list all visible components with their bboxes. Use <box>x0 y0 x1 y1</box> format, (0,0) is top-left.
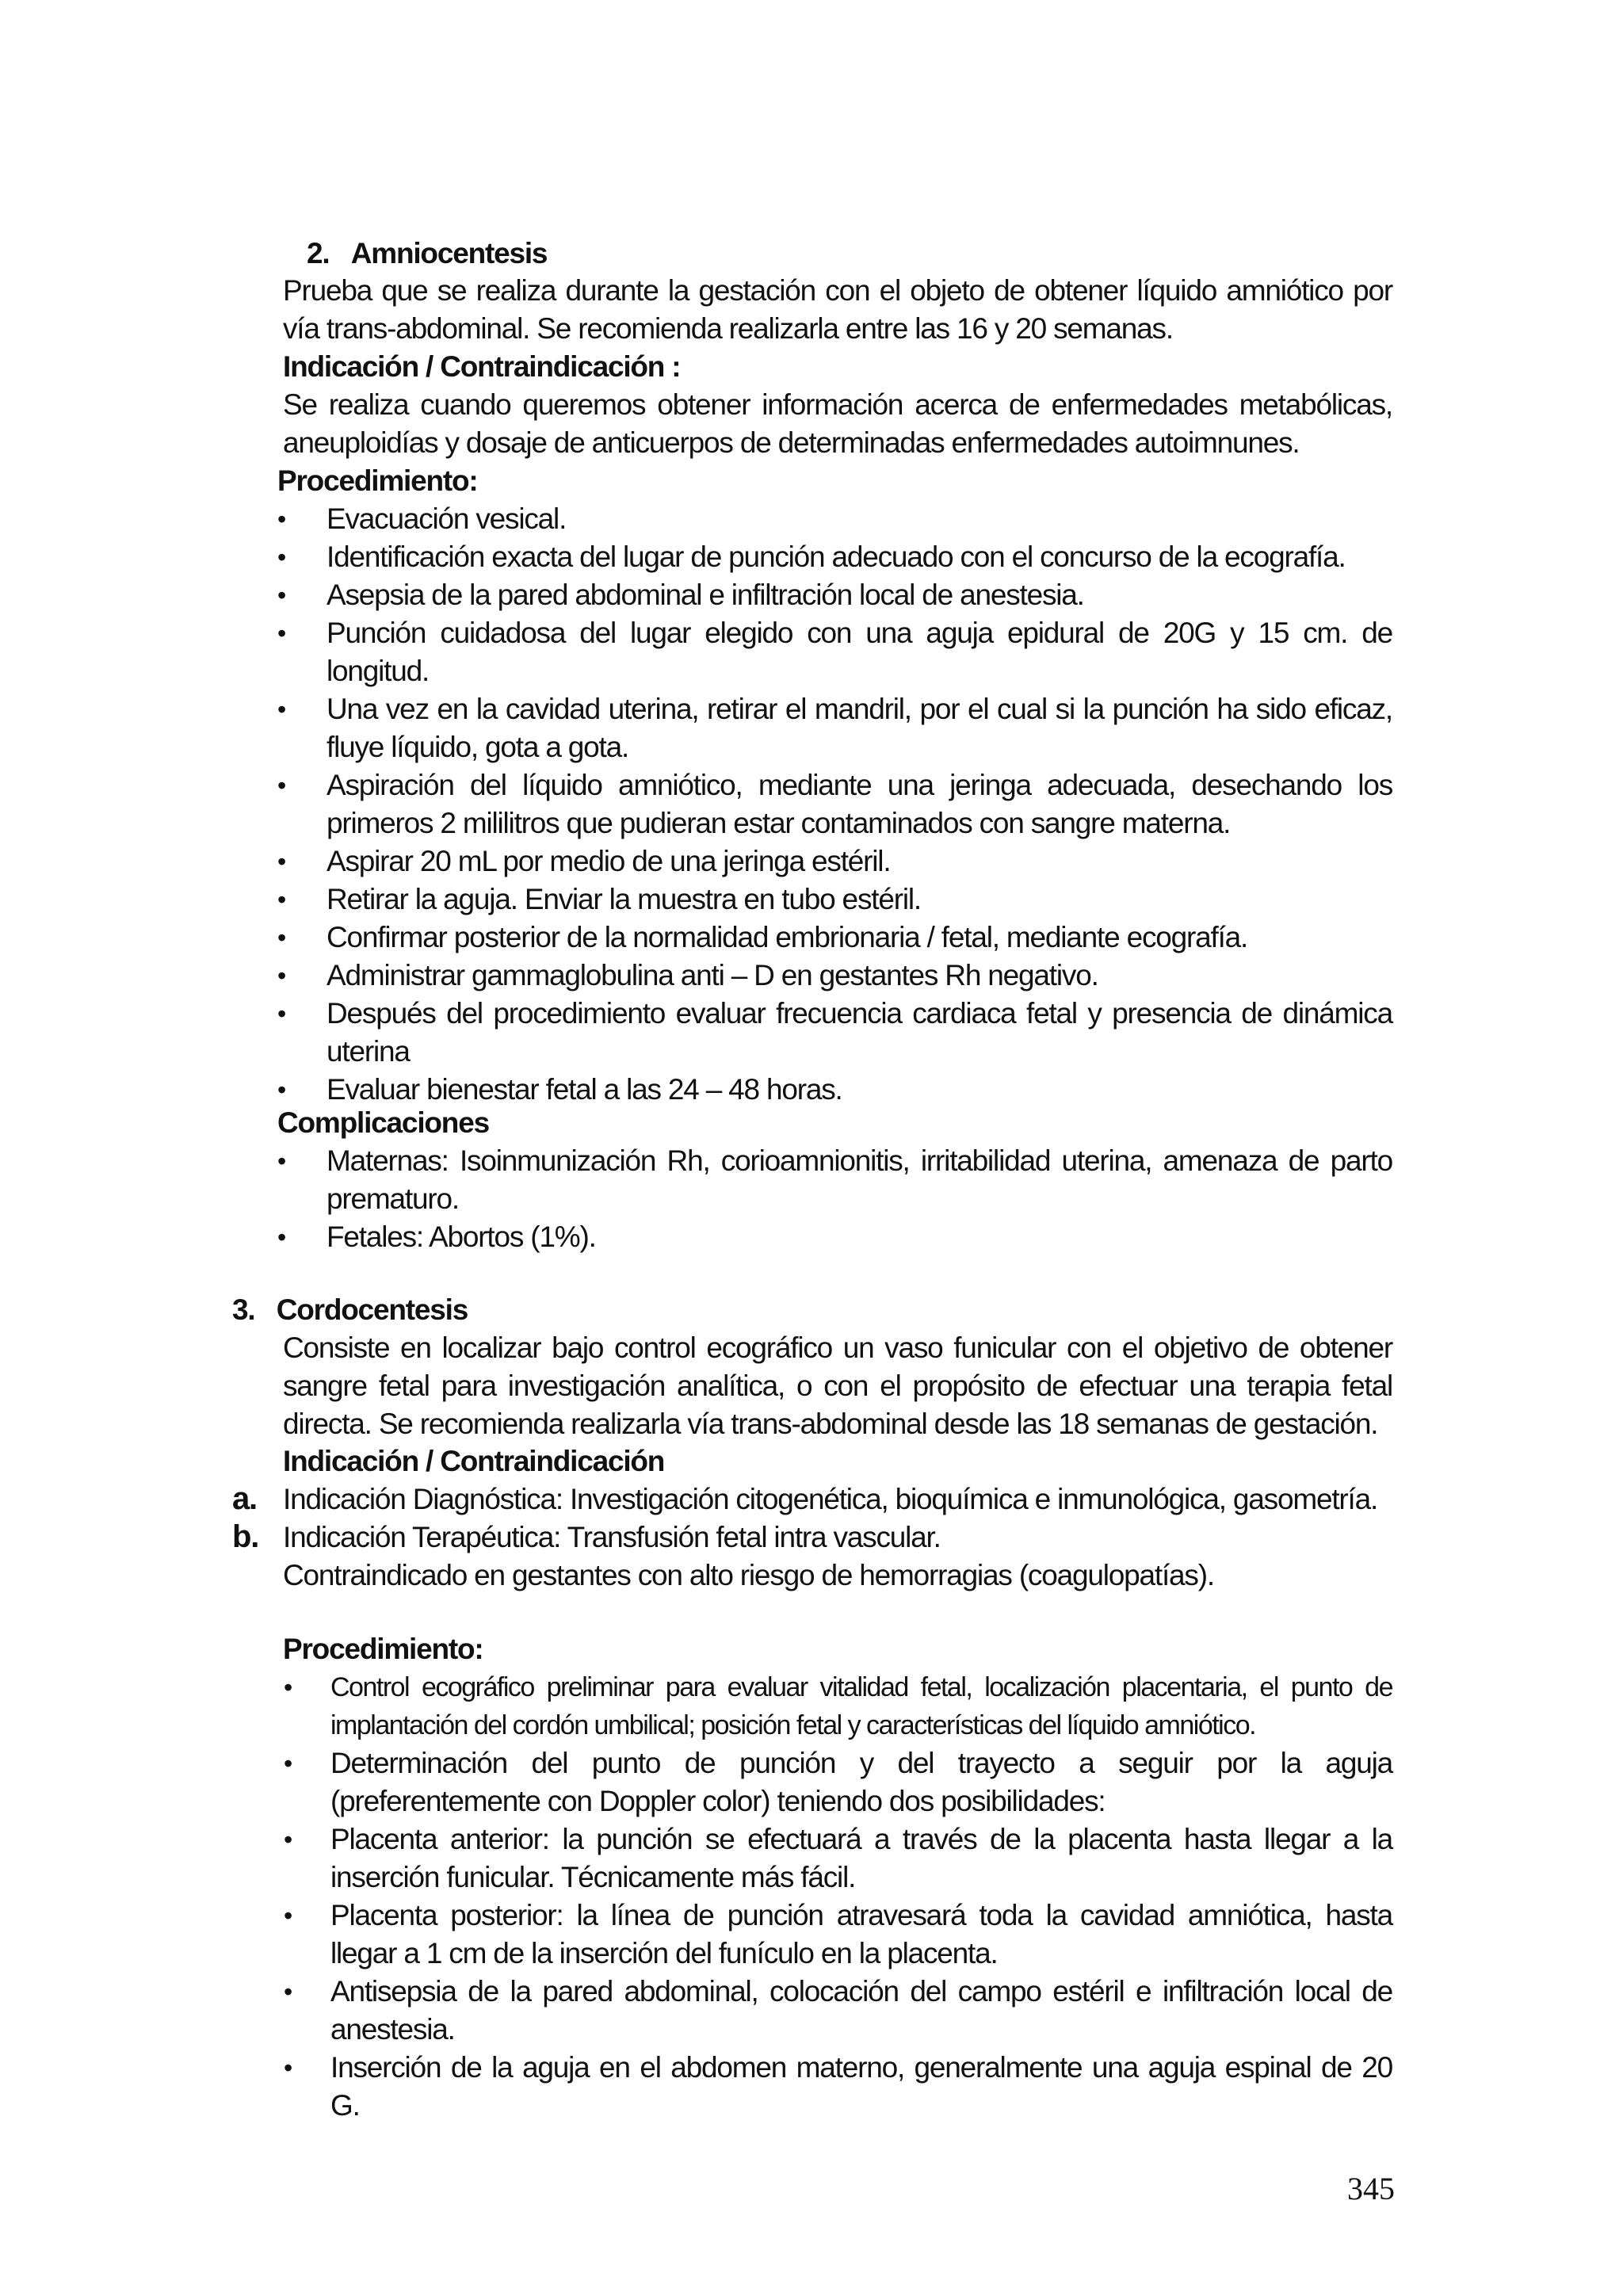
list-item-text: Determinación del punto de punción y del trayecto a seguir por la aguja (preferentemente con Doppler color) teniendo dos posibilidades: <box>330 1747 1392 1817</box>
list-item <box>0 614 1623 690</box>
list-item <box>0 1071 1623 1109</box>
bullet-icon: • <box>277 1223 286 1251</box>
bullet-icon: • <box>277 505 286 533</box>
bullet-icon: • <box>277 923 286 952</box>
list-item-text: Evaluar bienestar fetal a las 24 – 48 horas. <box>327 1073 842 1106</box>
list-item-text: Antisepsia de la pared abdominal, colocación del campo estéril e infiltración local de anestesia. <box>330 1975 1392 2046</box>
section-2-procedure-heading: Procedimiento: <box>277 464 478 497</box>
bullet-icon: • <box>284 1673 292 1702</box>
bullet-icon: • <box>284 1749 292 1778</box>
list-item-text: Aspirar 20 mL por medio de una jeringa estéril. <box>327 845 891 877</box>
bullet-icon: • <box>277 961 286 990</box>
list-item-text: Después del procedimiento evaluar frecuencia cardiaca fetal y presencia de dinámica uterina <box>327 997 1392 1068</box>
list-item-text: Confirmar posterior de la normalidad embrionaria / fetal, mediante ecografía. <box>327 921 1248 953</box>
section-2-heading <box>307 235 547 273</box>
bullet-icon: • <box>277 543 286 571</box>
section-3-title: Cordocentesis <box>276 1293 468 1326</box>
bullet-icon: • <box>277 771 286 800</box>
list-item-text: Asepsia de la pared abdominal e infiltración local de anestesia. <box>327 579 1084 611</box>
list-item-text: Control ecográfico preliminar para evaluar vitalidad fetal, localización placentaria, el punto de implantación del cordón umbilical; posición fetal y características del líquido amniótico. <box>330 1672 1392 1740</box>
list-item-text: Identificación exacta del lugar de punción adecuado con el concurso de la ecografía. <box>327 541 1346 573</box>
list-item <box>0 1973 1623 2049</box>
list-item-text: Maternas: Isoinmunización Rh, corioamnionitis, irritabilidad uterina, amenaza de parto prematuro. <box>327 1144 1392 1215</box>
section-2-intro: Prueba que se realiza durante la gestación con el objeto de obtener líquido amniótico por vía trans-abdominal. Se recomienda realizarla entre las 16 y 20 semanas. <box>283 274 1392 345</box>
list-item <box>0 1744 1623 1820</box>
list-item <box>0 881 1623 919</box>
section-2-title: Amniocentesis <box>350 237 548 269</box>
page-number: 345 <box>1347 2171 1395 2206</box>
list-item <box>0 842 1623 881</box>
bullet-icon: • <box>284 1977 292 2006</box>
section-3-procedure-list <box>0 1668 1623 2125</box>
section-3-number: 3. <box>232 1293 255 1326</box>
list-item-text: Inserción de la aguja en el abdomen materno, generalmente una aguja espinal de 20 G. <box>330 2051 1392 2122</box>
list-item <box>0 576 1623 614</box>
list-item-text: Aspiración del líquido amniótico, mediante una jeringa adecuada, desechando los primeros 2 mililitros que pudieran estar contaminados con sangre materna. <box>327 769 1392 839</box>
bullet-icon: • <box>284 1901 292 1930</box>
indication-b-text: Indicación Terapéutica: Transfusión fetal intra vascular. <box>283 1521 941 1553</box>
section-3-intro: Consiste en localizar bajo control ecográfico un vaso funicular con el objetivo de obtener sangre fetal para investigación analítica, o con el propósito de efectuar una terapia fetal directa. Se recomienda realizarla vía trans-abdominal desde las 18 semanas de gestación. <box>283 1331 1392 1440</box>
bullet-icon: • <box>284 2053 292 2082</box>
list-item-text: Evacuación vesical. <box>327 502 567 535</box>
list-item <box>0 995 1623 1071</box>
list-item <box>0 2049 1623 2125</box>
list-item <box>0 1218 1623 1256</box>
bullet-icon: • <box>277 1147 286 1175</box>
list-item <box>0 957 1623 995</box>
list-item <box>0 538 1623 576</box>
list-item <box>0 919 1623 957</box>
bullet-icon: • <box>277 847 286 876</box>
list-item <box>0 1142 1623 1218</box>
list-item-text: Placenta anterior: la punción se efectuará a través de la placenta hasta llegar a la inserción funicular. Técnicamente más fácil. <box>330 1823 1392 1893</box>
section-2-indication-text: Se realiza cuando queremos obtener información acerca de enfermedades metabólicas, aneuploidías y dosaje de anticuerpos de determinadas enfermedades autoimnunes. <box>283 388 1392 459</box>
list-item <box>0 1668 1623 1744</box>
list-item <box>0 766 1623 842</box>
list-item-text: Administrar gammaglobulina anti – D en gestantes Rh negativo. <box>327 959 1098 991</box>
list-item-text: Una vez en la cavidad uterina, retirar el mandril, por el cual si la punción ha sido eficaz, fluye líquido, gota a gota. <box>327 693 1392 763</box>
list-item <box>0 500 1623 538</box>
indication-a-text: Indicación Diagnóstica: Investigación citogenética, bioquímica e inmunológica, gasometría. <box>283 1483 1378 1515</box>
list-item-text: Retirar la aguja. Enviar la muestra en tubo estéril. <box>327 883 921 915</box>
list-item-text: Placenta posterior: la línea de punción atravesará toda la cavidad amniótica, hasta llegar a 1 cm de la inserción del funículo en la placenta. <box>330 1899 1392 1969</box>
bullet-icon: • <box>284 1825 292 1854</box>
bullet-icon: • <box>277 695 286 724</box>
bullet-icon: • <box>277 619 286 648</box>
bullet-icon: • <box>277 581 286 609</box>
section-2-complications-list <box>0 1142 1623 1256</box>
bullet-icon: • <box>277 1075 286 1104</box>
list-item <box>0 1820 1623 1897</box>
list-item-text: Punción cuidadosa del lugar elegido con una aguja epidural de 20G y 15 cm. de longitud. <box>327 617 1392 687</box>
section-2-number: 2. <box>307 237 330 269</box>
section-3-indication-heading: Indicación / Contraindicación <box>283 1445 665 1477</box>
bullet-icon: • <box>277 885 286 914</box>
indication-b-letter: b. <box>232 1519 259 1554</box>
bullet-icon: • <box>277 999 286 1028</box>
contraindication-text: Contraindicado en gestantes con alto riesgo de hemorragias (coagulopatías). <box>283 1559 1214 1591</box>
section-2-complications-heading: Complicaciones <box>277 1106 489 1139</box>
list-item <box>0 1897 1623 1973</box>
section-2-procedure-list <box>0 500 1623 1109</box>
section-3-heading <box>232 1291 468 1329</box>
indication-a-letter: a. <box>232 1481 257 1516</box>
list-item-text: Fetales: Abortos (1%). <box>327 1221 596 1253</box>
section-3-procedure-heading: Procedimiento: <box>283 1633 483 1665</box>
section-2-indication-heading: Indicación / Contraindicación : <box>283 350 681 383</box>
list-item <box>0 690 1623 766</box>
